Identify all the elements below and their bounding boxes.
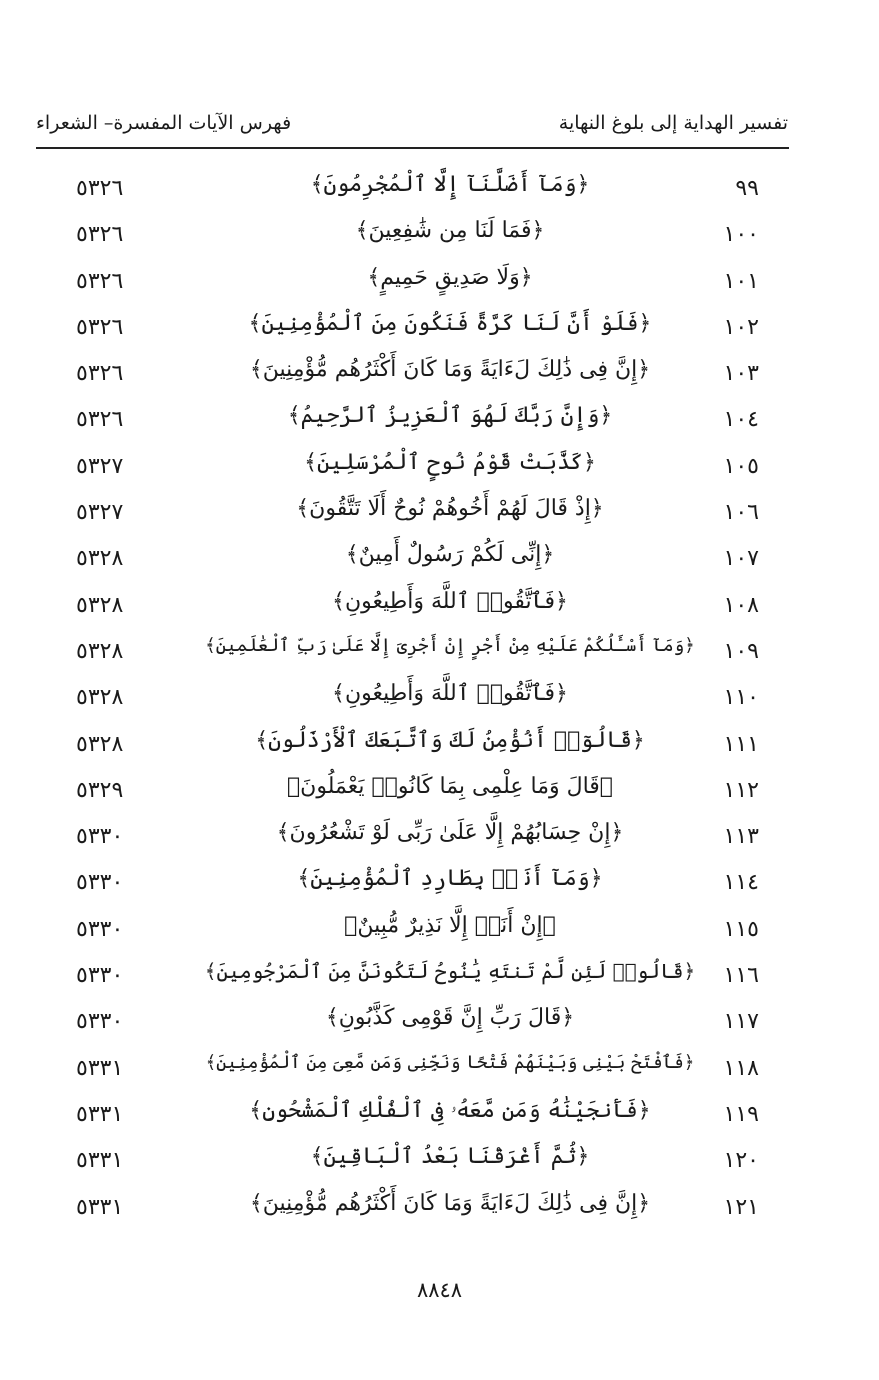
- verse-text: ﴿قَالَ رَبِّ إِنَّ قَوْمِى كَذَّبُونِ﴾: [325, 1005, 575, 1031]
- verse-text: ﴿إِنْ حِسَابُهُمْ إِلَّا عَلَىٰ رَبِّى لَوْ تَشْعُرُونَ﴾: [276, 820, 624, 846]
- table-row: [0, 816, 879, 862]
- verse-text: ﴿وَمَآ أَنَا۠ بِطَارِدِ ٱلْمُؤْمِنِينَ﴾: [297, 866, 603, 892]
- table-row: [0, 446, 879, 492]
- table-row: [0, 1001, 879, 1047]
- table-row: [0, 1140, 879, 1186]
- verse-number: ١١٣: [723, 824, 759, 850]
- verse-number: ١٠٨: [723, 592, 759, 618]
- verse-number: ١١٢: [723, 777, 759, 803]
- page-reference: ٥٣٢٨: [76, 592, 124, 618]
- verse-number: ١١٤: [723, 870, 759, 896]
- verse-number: ١٢١: [723, 1194, 759, 1220]
- verse-text: ﴿إِنَّ فِى ذَٰلِكَ لَءَايَةً وَمَا كَانَ أَكْثَرُهُم مُّؤْمِنِينَ﴾: [249, 1190, 651, 1216]
- page-reference: ٥٣٢٧: [76, 500, 124, 526]
- verse-text: ﴿إِنَّ فِى ذَٰلِكَ لَءَايَةً وَمَا كَانَ أَكْثَرُهُم مُّؤْمِنِينَ﴾: [249, 357, 651, 383]
- table-row: [0, 677, 879, 723]
- page-reference: ٥٣٢٧: [76, 453, 124, 479]
- verse-number: ٩٩: [735, 176, 759, 201]
- verse-number: ١٠٥: [723, 453, 759, 479]
- table-row: [0, 399, 879, 445]
- verse-number: ١٠١: [723, 268, 759, 294]
- running-header: [36, 112, 788, 142]
- table-row: [0, 770, 879, 816]
- table-row: [0, 1094, 879, 1140]
- verse-number: ١١٥: [723, 916, 759, 942]
- page-number: ٨٨٤٨: [416, 1278, 463, 1302]
- page-reference: ٥٣٣٠: [76, 870, 124, 896]
- page-reference: ٥٣٢٩: [76, 777, 124, 803]
- table-row: [0, 1048, 879, 1094]
- table-row: [0, 1187, 879, 1233]
- verse-number: ١١٩: [723, 1101, 759, 1127]
- table-row: [0, 724, 879, 770]
- verse-text: ﴿قَالُوا۟ لَئِن لَّمْ تَنتَهِ يَٰنُوحُ لَتَكُونَنَّ مِنَ ٱلْمَرْجُومِينَ﴾: [204, 959, 696, 984]
- page-reference: ٥٣٣١: [76, 1194, 124, 1220]
- page-reference: ٥٣٢٨: [76, 731, 124, 757]
- page-reference: ٥٣٣١: [76, 1148, 124, 1174]
- page-reference: ٥٣٢٦: [76, 361, 124, 387]
- table-row: [0, 261, 879, 307]
- verse-number: ١٠٧: [723, 546, 759, 572]
- verse-text: ﴿فَٱفْتَحْ بَيْنِى وَبَيْنَهُمْ فَتْحًا وَنَجِّنِى وَمَن مَّعِىَ مِنَ ٱلْمُؤْمِنِينَ﴾: [205, 1051, 695, 1073]
- page-reference: ٥٣٢٦: [76, 176, 124, 201]
- page-reference: ٥٣٢٦: [76, 314, 124, 340]
- table-row: [0, 168, 879, 214]
- verse-number: ١٢٠: [723, 1148, 759, 1174]
- page-reference: ٥٣٢٨: [76, 685, 124, 711]
- table-row: [0, 214, 879, 260]
- verse-number: ١٠٢: [723, 314, 759, 340]
- verse-text: ﴿فَمَا لَنَا مِن شَٰفِعِينَ﴾: [355, 218, 545, 244]
- verse-text: ﴿فَٱتَّقُوا۟ ٱللَّهَ وَأَطِيعُونِ﴾: [332, 588, 568, 614]
- table-row: [0, 631, 879, 677]
- page-reference: ٥٣٣١: [76, 1055, 124, 1081]
- verse-number: ١١٨: [723, 1055, 759, 1081]
- verse-text: ﴿فَلَوْ أَنَّ لَنَا كَرَّةً فَنَكُونَ مِنَ ٱلْمُؤْمِنِينَ﴾: [248, 310, 652, 336]
- table-row: [0, 955, 879, 1001]
- table-row: [0, 862, 879, 908]
- verse-number: ١٠٣: [723, 361, 759, 387]
- verse-text: ﴿فَأَنجَيْنَٰهُ وَمَن مَّعَهُۥ فِى ٱلْفُلْكِ ٱلْمَشْحُونِ﴾: [249, 1097, 651, 1123]
- page-reference: ٥٣٢٦: [76, 268, 124, 294]
- verse-index-table: [0, 168, 879, 1233]
- page-reference: ٥٣٢٦: [76, 407, 124, 433]
- verse-text: ﴿قَالُوٓا۟ أَنُؤْمِنُ لَكَ وَٱتَّبَعَكَ ٱلْأَرْذَلُونَ﴾: [255, 727, 645, 753]
- verse-number: ١١٠: [723, 685, 759, 711]
- verse-text: ﴿وَلَا صَدِيقٍ حَمِيمٍ﴾: [367, 264, 533, 290]
- verse-number: ١٠٠: [723, 222, 759, 248]
- verse-number: ١١١: [723, 731, 759, 757]
- page-reference: ٥٣٣٠: [76, 963, 124, 989]
- verse-text: ﴿وَإِنَّ رَبَّكَ لَهُوَ ٱلْعَزِيزُ ٱلرَّحِيمُ﴾: [287, 403, 613, 429]
- section-title: فهرس الآيات المفسرة– الشعراء: [36, 112, 292, 134]
- table-row: [0, 909, 879, 955]
- table-row: [0, 538, 879, 584]
- verse-text: ﴿وَمَآ أَسْـَٔلُكُمْ عَلَيْهِ مِنْ أَجْرٍ إِنْ أَجْرِىَ إِلَّا عَلَىٰ رَبِّ ٱلْعَٰلَمِينَ﴾: [205, 634, 695, 656]
- verse-number: ١٠٤: [723, 407, 759, 433]
- verse-number: ١١٧: [723, 1009, 759, 1035]
- verse-text: ﴿إِذْ قَالَ لَهُمْ أَخُوهُمْ نُوحٌ أَلَا تَتَّقُونَ﴾: [296, 496, 604, 522]
- verse-text: ﴿إِنِّى لَكُمْ رَسُولٌ أَمِينٌ﴾: [345, 542, 555, 568]
- verse-number: ١٠٩: [723, 638, 759, 664]
- book-title: تفسير الهداية إلى بلوغ النهاية: [558, 112, 788, 134]
- verse-text: ﴿إِنْ أَنَا۠ إِلَّا نَذِيرٌ مُّبِينٌ﴾: [344, 912, 556, 938]
- table-row: [0, 585, 879, 631]
- verse-number: ١١٦: [723, 963, 759, 989]
- page-reference: ٥٣٣٠: [76, 1009, 124, 1035]
- page-reference: ٥٣٢٨: [76, 546, 124, 572]
- verse-text: ﴿ثُمَّ أَغْرَقْنَا بَعْدُ ٱلْبَاقِينَ﴾: [310, 1144, 590, 1170]
- page-reference: ٥٣٣٠: [76, 916, 124, 942]
- verse-text: ﴿فَٱتَّقُوا۟ ٱللَّهَ وَأَطِيعُونِ﴾: [332, 681, 568, 707]
- table-row: [0, 307, 879, 353]
- verse-text: ﴿وَمَآ أَضَلَّنَآ إِلَّا ٱلْمُجْرِمُونَ﴾: [310, 172, 590, 197]
- page-reference: ٥٣٣٠: [76, 824, 124, 850]
- header-divider: [36, 147, 789, 149]
- verse-text: ﴿كَذَّبَتْ قَوْمُ نُوحٍ ٱلْمُرْسَلِينَ﴾: [304, 449, 596, 475]
- page-reference: ٥٣٣١: [76, 1101, 124, 1127]
- page-reference: ٥٣٢٨: [76, 638, 124, 664]
- page-reference: ٥٣٢٦: [76, 222, 124, 248]
- verse-number: ١٠٦: [723, 500, 759, 526]
- table-row: [0, 492, 879, 538]
- table-row: [0, 353, 879, 399]
- verse-text: ﴿قَالَ وَمَا عِلْمِى بِمَا كَانُوا۟ يَعْمَلُونَ﴾: [286, 773, 614, 799]
